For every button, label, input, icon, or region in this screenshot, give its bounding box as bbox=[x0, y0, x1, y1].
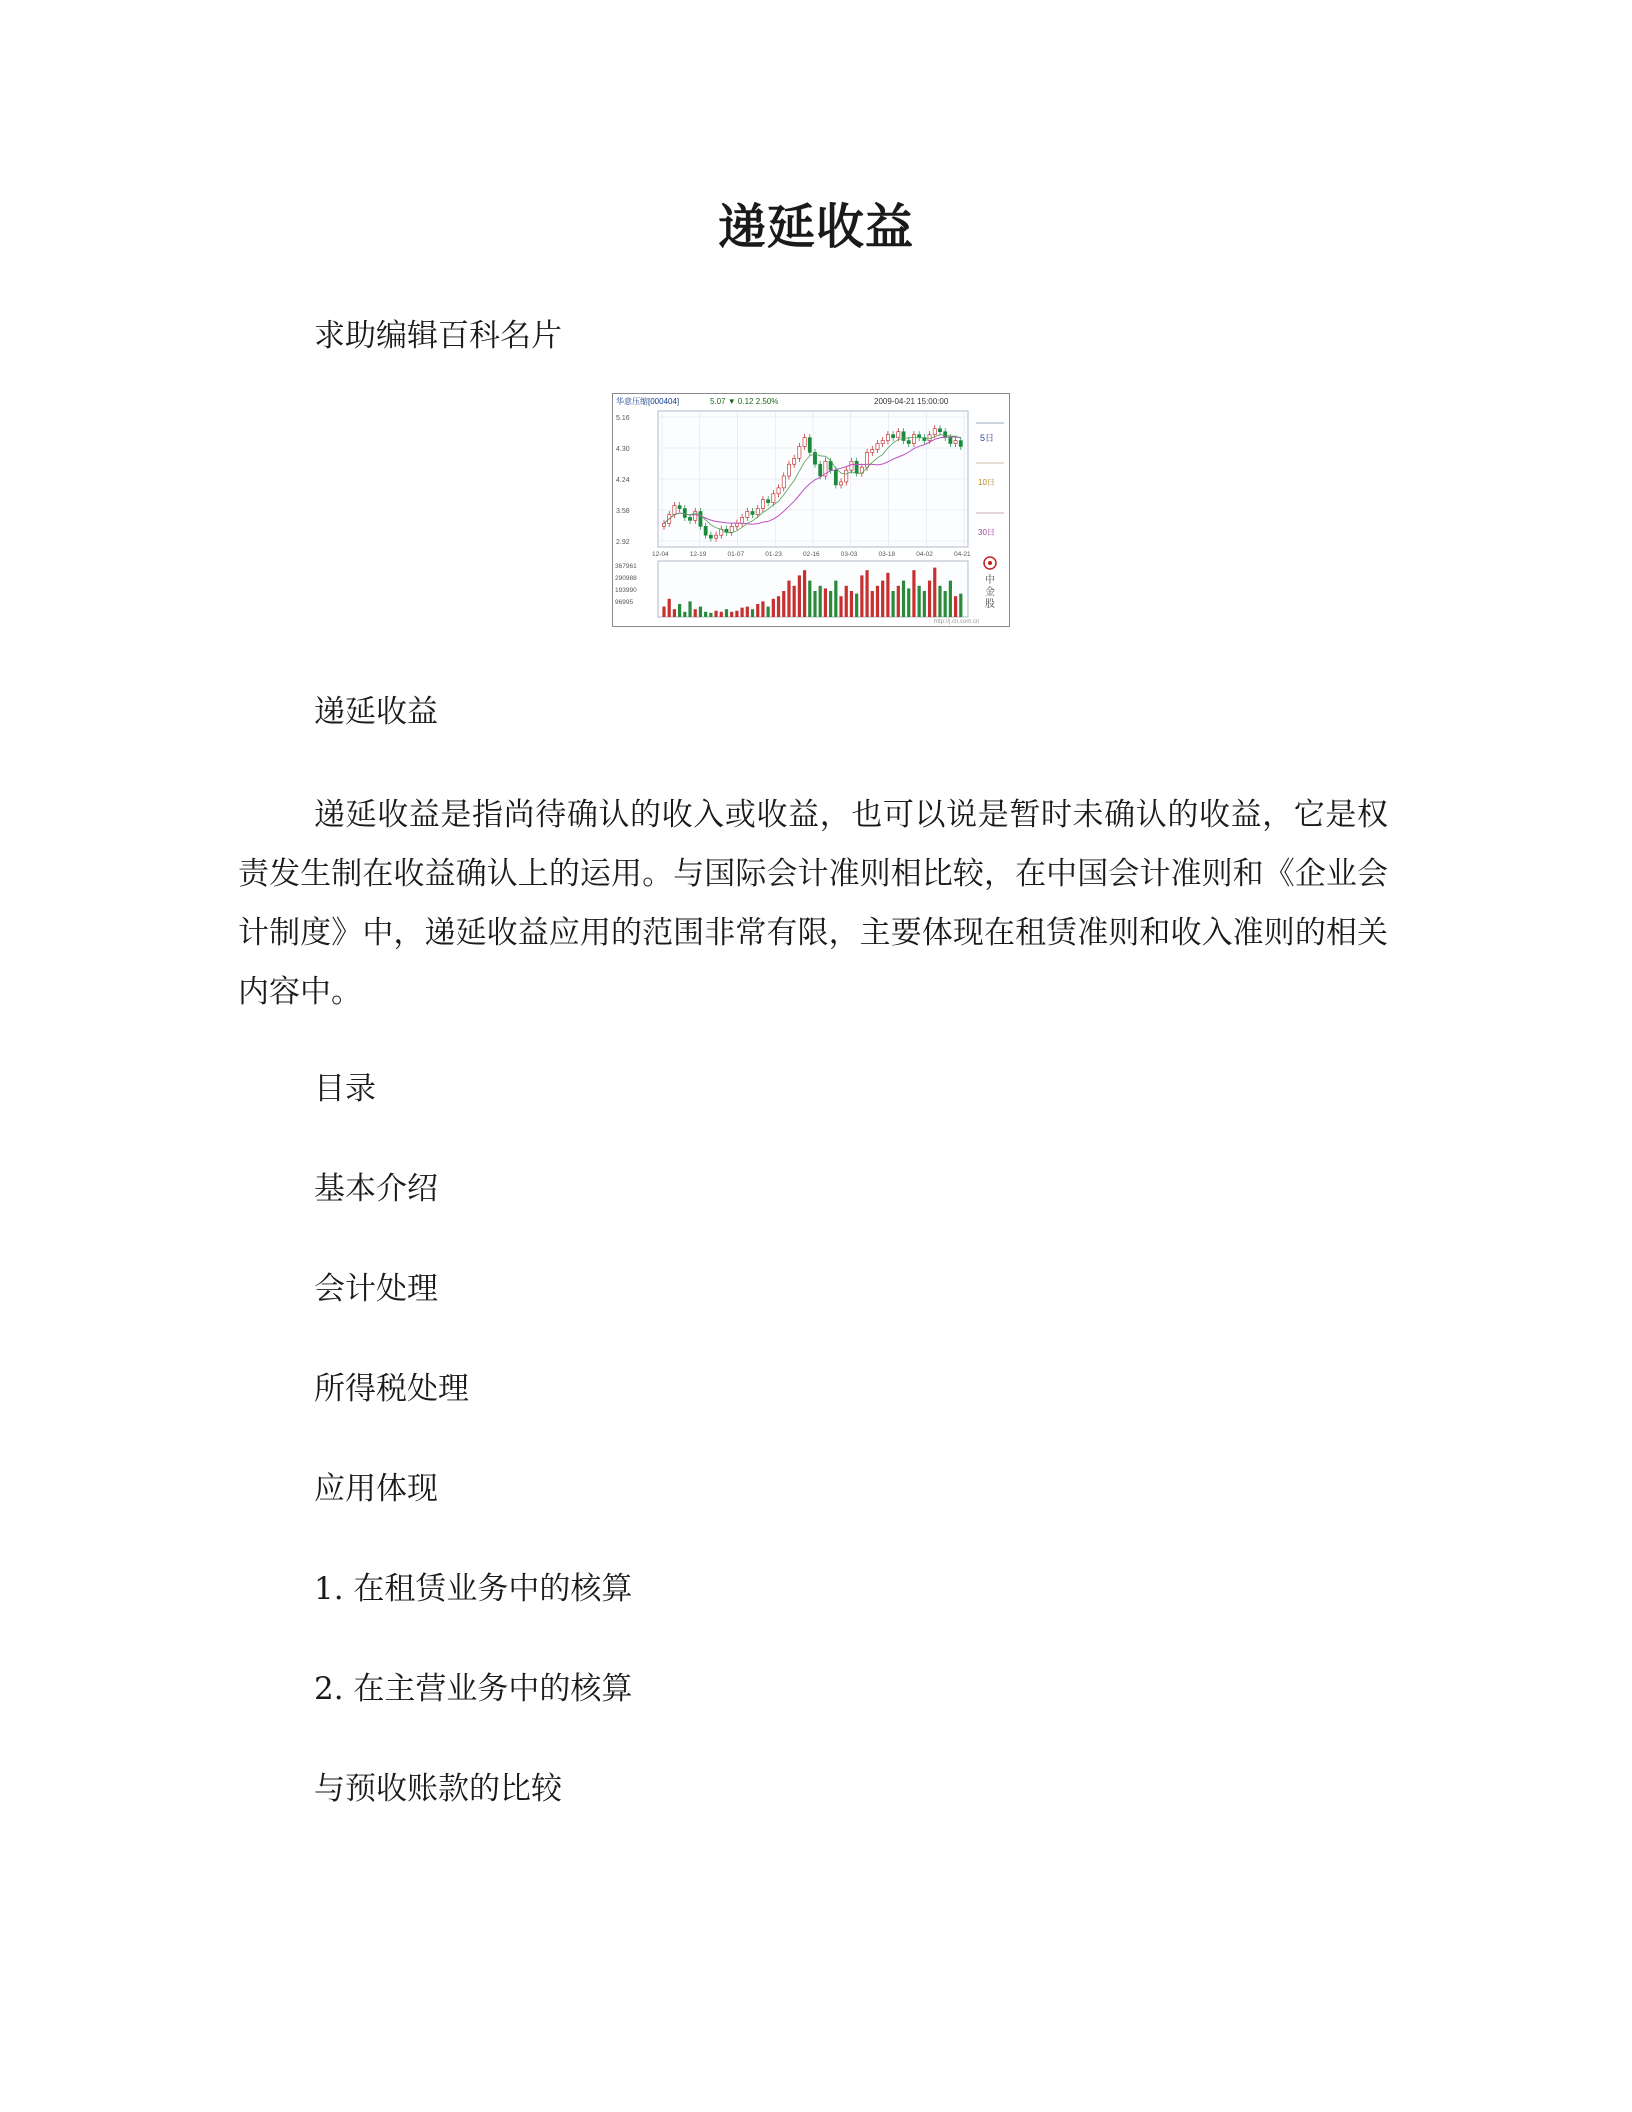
volume-bar bbox=[803, 570, 806, 617]
volume-bar bbox=[767, 607, 770, 617]
volume-bar bbox=[808, 581, 811, 617]
toc-item-basic-intro[interactable]: 基本介绍 bbox=[314, 1171, 438, 1207]
volume-bar bbox=[688, 601, 691, 617]
candle-body bbox=[855, 461, 858, 473]
volume-bar bbox=[845, 586, 848, 617]
candle-body bbox=[735, 523, 738, 526]
volume-bar bbox=[824, 588, 827, 617]
volume-bar bbox=[907, 588, 910, 617]
candle-body bbox=[714, 535, 717, 538]
candle-body bbox=[673, 506, 676, 515]
candle-body bbox=[845, 470, 848, 482]
volume-bar bbox=[772, 599, 775, 617]
candle-body bbox=[912, 435, 915, 444]
volume-bar bbox=[673, 609, 676, 617]
volume-bar bbox=[741, 608, 744, 617]
volume-bar bbox=[720, 612, 723, 617]
subheading: 递延收益 bbox=[314, 694, 438, 730]
volume-bar bbox=[897, 586, 900, 617]
volume-bar bbox=[714, 611, 717, 617]
volume-bar bbox=[954, 596, 957, 617]
candle-body bbox=[699, 512, 702, 527]
volume-bar bbox=[694, 609, 697, 617]
volume-bar bbox=[886, 573, 889, 617]
volume-bar bbox=[881, 581, 884, 617]
candle-body bbox=[881, 441, 884, 444]
intro-paragraph: 递延收益是指尚待确认的收入或收益，也可以说是暂时未确认的收益，它是权责发生制在收益确认上的运用。与国际会计准则相比较，在中国会计准则和《企业会计制度》中，递延收益应用的范围非常有限，主要体现在租赁准则和收入准则的相关内容中。 bbox=[238, 797, 1388, 1010]
document-title: 递延收益 bbox=[717, 199, 914, 255]
volume-bar bbox=[709, 613, 712, 617]
volume-bar bbox=[871, 591, 874, 617]
candle-body bbox=[808, 438, 811, 453]
candle-body bbox=[683, 509, 686, 518]
chart-header-mid: 5.07 ▼ 0.12 2.50% bbox=[710, 397, 779, 406]
candle-body bbox=[803, 438, 806, 447]
price-y-tick-label: 3.58 bbox=[616, 508, 630, 515]
ma-label-5: 5日 bbox=[980, 433, 995, 443]
candle-body bbox=[756, 509, 759, 515]
candle-body bbox=[959, 441, 962, 447]
candle-body bbox=[793, 458, 796, 464]
volume-bar bbox=[746, 607, 749, 617]
candle-body bbox=[688, 517, 691, 520]
toc-item-accounting[interactable]: 会计处理 bbox=[314, 1271, 438, 1307]
price-x-tick-label: 03-18 bbox=[878, 551, 896, 558]
volume-bar bbox=[756, 604, 759, 617]
candle-body bbox=[819, 464, 822, 476]
toc-item-leasing[interactable]: 1. 在租赁业务中的核算 bbox=[314, 1571, 633, 1607]
volume-y-tick-label: 290988 bbox=[615, 575, 637, 582]
volume-bar bbox=[938, 586, 941, 617]
candle-body bbox=[746, 512, 749, 518]
toc-heading: 目录 bbox=[314, 1071, 376, 1107]
price-x-tick-label: 02-16 bbox=[803, 551, 820, 558]
candle-body bbox=[751, 512, 754, 515]
volume-bar bbox=[912, 570, 915, 617]
volume-bar bbox=[683, 612, 686, 617]
candle-body bbox=[730, 526, 733, 532]
watermark: http://j.cn.com.cn bbox=[934, 619, 980, 625]
volume-bar bbox=[725, 609, 728, 617]
price-x-tick-label: 01-07 bbox=[727, 551, 745, 558]
volume-bar bbox=[668, 599, 671, 617]
volume-bar bbox=[855, 594, 858, 617]
volume-bar bbox=[834, 581, 837, 617]
candle-body bbox=[876, 444, 879, 450]
price-x-tick-label: 04-21 bbox=[954, 551, 971, 558]
volume-bar bbox=[761, 601, 764, 617]
stock-chart-image bbox=[612, 393, 1010, 627]
candle-body bbox=[938, 429, 941, 432]
chart-header-right: 2009-04-21 15:00:00 bbox=[874, 397, 949, 406]
candle-body bbox=[886, 435, 889, 441]
volume-bar bbox=[782, 591, 785, 617]
toc-item-application[interactable]: 应用体现 bbox=[314, 1471, 438, 1507]
candle-body bbox=[949, 438, 952, 444]
volume-bar bbox=[704, 612, 707, 617]
logo-char-2: 金 bbox=[985, 587, 995, 598]
logo-char-3: 股 bbox=[985, 599, 995, 610]
volume-bar bbox=[933, 568, 936, 617]
candle-body bbox=[865, 452, 868, 467]
candle-body bbox=[907, 441, 910, 444]
candle-body bbox=[741, 517, 744, 523]
volume-bar bbox=[699, 607, 702, 617]
volume-bar bbox=[902, 581, 905, 617]
ma-label-10: 10日 bbox=[978, 478, 995, 487]
volume-bar bbox=[892, 591, 895, 617]
candle-body bbox=[871, 449, 874, 452]
candle-body bbox=[772, 494, 775, 503]
price-x-tick-label: 12-19 bbox=[689, 551, 707, 558]
price-y-tick-label: 2.92 bbox=[616, 539, 630, 546]
volume-bar bbox=[678, 604, 681, 617]
candle-body bbox=[767, 500, 770, 503]
price-x-tick-label: 04-02 bbox=[916, 551, 933, 558]
volume-bar bbox=[793, 586, 796, 617]
volume-bar bbox=[923, 591, 926, 617]
volume-bar bbox=[876, 586, 879, 617]
candle-body bbox=[782, 476, 785, 488]
volume-bar bbox=[959, 594, 962, 617]
candle-body bbox=[761, 500, 764, 509]
price-x-tick-label: 12-04 bbox=[652, 551, 669, 558]
candle-body bbox=[850, 461, 853, 470]
volume-bar bbox=[949, 581, 952, 617]
price-x-tick-label: 01-23 bbox=[765, 551, 782, 558]
volume-bar bbox=[928, 581, 931, 617]
volume-bar bbox=[777, 596, 780, 617]
ma-label-30: 30日 bbox=[978, 528, 995, 537]
volume-bar bbox=[850, 591, 853, 617]
logo-char-1: 中 bbox=[985, 575, 995, 586]
candle-body bbox=[662, 523, 665, 526]
candle-body bbox=[678, 506, 681, 509]
volume-plot-frame bbox=[658, 561, 968, 617]
toc-item-income-tax[interactable]: 所得税处理 bbox=[314, 1371, 469, 1407]
chart-header-left: 华意压缩[000404] bbox=[616, 397, 680, 406]
volume-bar bbox=[839, 596, 842, 617]
volume-bar bbox=[662, 607, 665, 617]
candle-body bbox=[787, 464, 790, 476]
volume-bar bbox=[860, 575, 863, 617]
candle-body bbox=[954, 441, 957, 444]
volume-bar bbox=[944, 591, 947, 617]
volume-y-tick-label: 193990 bbox=[615, 587, 637, 594]
price-x-ticks bbox=[652, 551, 971, 558]
candle-body bbox=[798, 446, 801, 458]
caption-link[interactable]: 求助编辑百科名片 bbox=[314, 318, 562, 354]
volume-bar bbox=[730, 612, 733, 617]
volume-bar bbox=[865, 570, 868, 617]
volume-bar bbox=[798, 575, 801, 617]
candle-body bbox=[902, 432, 905, 441]
volume-y-tick-label: 367961 bbox=[615, 563, 637, 570]
volume-bar bbox=[787, 581, 790, 617]
toc-item-main-business[interactable]: 2. 在主营业务中的核算 bbox=[314, 1671, 633, 1707]
candle-body bbox=[709, 535, 712, 538]
price-y-tick-label: 4.30 bbox=[616, 446, 630, 453]
volume-bar bbox=[751, 609, 754, 617]
candle-body bbox=[928, 435, 931, 441]
candle-body bbox=[704, 526, 707, 535]
volume-bar bbox=[918, 586, 921, 617]
volume-bar bbox=[813, 591, 816, 617]
candle-body bbox=[892, 435, 895, 438]
candle-body bbox=[933, 429, 936, 435]
candle-body bbox=[897, 432, 900, 438]
volume-bar bbox=[829, 591, 832, 617]
volume-bar bbox=[735, 611, 738, 617]
candle-body bbox=[777, 488, 780, 494]
price-y-tick-label: 5.16 bbox=[616, 415, 630, 422]
volume-y-tick-label: 96995 bbox=[615, 599, 634, 606]
candle-body bbox=[834, 470, 837, 485]
price-x-tick-label: 03-03 bbox=[840, 551, 858, 558]
candle-body bbox=[839, 482, 842, 485]
toc-item-comparison[interactable]: 与预收账款的比较 bbox=[314, 1771, 562, 1807]
price-y-tick-label: 4.24 bbox=[616, 477, 630, 484]
volume-bar bbox=[819, 586, 822, 617]
